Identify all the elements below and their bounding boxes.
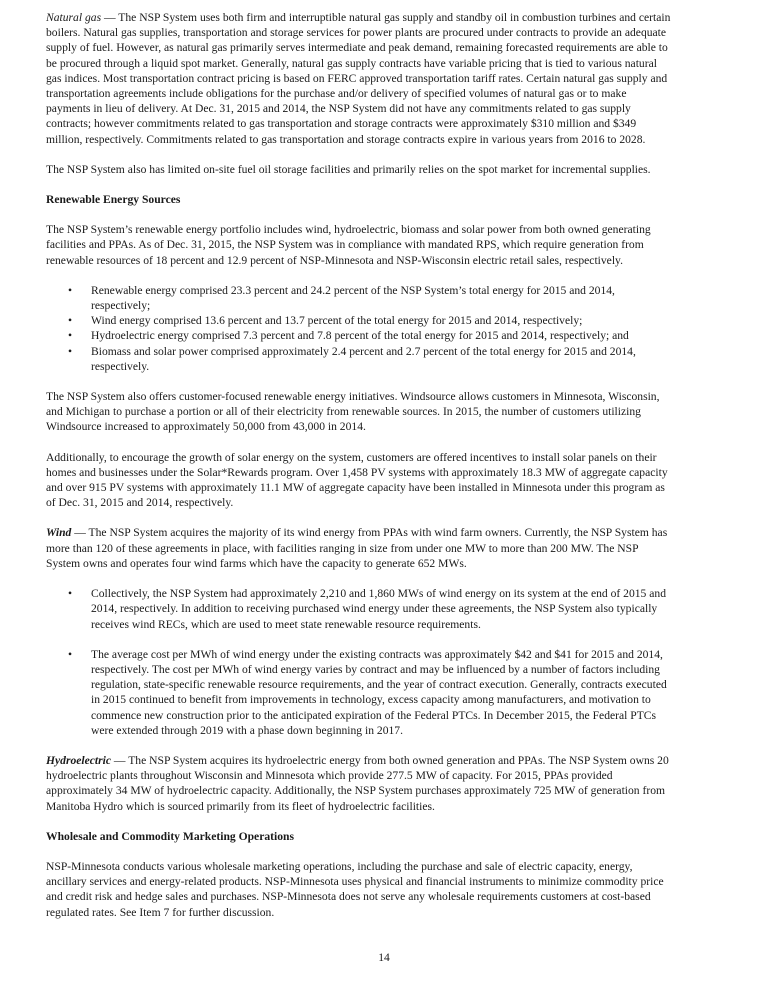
bullet-icon: • [68, 647, 73, 661]
natural-gas-lead: Natural gas [46, 11, 102, 24]
page-number: 14 [378, 951, 390, 964]
list-item: • Wind energy comprised 13.6 percent and 13.7 percent of the total energy for 2015 and 2014, respectively; [68, 314, 583, 328]
wind-bullet-list [46, 586, 736, 738]
paragraph-solar-rewards: Additionally, to encourage the growth of solar energy on the system, customers are offered incentives to install solar panels on their homes and businesses under the Solar*Rewards program. Over 1,458 PV systems with approximately 18.3 MW of aggregate capacity and over 915 PV systems with approximately 11.1 MW of aggregate capacity have been installed in Minnesota under this program as of Dec. 31, 2015 and 2014, respectively. [46, 450, 668, 510]
wind-lead: Wind [46, 526, 72, 540]
list-item: • Collectively, the NSP System had approximately 2,210 and 1,860 MWs of wind energy on its system at the end of 2015 and 2014, respectively. In addition to receiving purchased wind energy under these agreements, the NSP System also typically receives wind RECs, which are used to meet state renewable resource requirements. [68, 587, 666, 631]
bullet-icon: • [68, 283, 73, 297]
paragraph-fuel-oil: The NSP System also has limited on-site fuel oil storage facilities and primarily relies on the spot market for incremental supplies. [46, 162, 651, 176]
document-page [46, 10, 736, 935]
list-item: • Hydroelectric energy comprised 7.3 percent and 7.8 percent of the total energy for 2015 and 2014, respectively; and [68, 329, 629, 343]
heading-renewable-energy-sources: Renewable Energy Sources [46, 193, 181, 207]
list-item: • The average cost per MWh of wind energy under the existing contracts was approximately $42 and $41 for 2015 and 2014, respectively. The cost per MWh of wind energy varies by contract and may be influenced by a number of factors including regulation, state-specific renewable resource requirements, and the year of contract execution. Generally, contracts executed in 2015 continued to benefit from improvements in technology, excess capacity among manufacturers, and motivation to commence new construction prior to the anticipated expiration of the Federal PTCs. In December 2015, the Federal PTCs were extended through 2019 with a phase down beginning in 2017. [68, 647, 667, 737]
bullet-icon: • [68, 314, 73, 328]
bullet-icon: • [68, 329, 73, 343]
paragraph-renewable-intro: The NSP System’s renewable energy portfolio includes wind, hydroelectric, biomass and solar power from both owned generating facilities and PPAs. As of Dec. 31, 2015, the NSP System was in compliance with mandated RPS, which require generation from renewable resources of 18 percent and 12.9 percent of NSP-Minnesota and NSP-Wisconsin electric retail sales, respectively. [46, 223, 651, 267]
list-item: • Renewable energy comprised 23.3 percent and 24.2 percent of the NSP System’s total energy for 2015 and 2014, respectively; [68, 283, 615, 313]
bullet-icon: • [68, 587, 73, 601]
paragraph-windsource: The NSP System also offers customer-focused renewable energy initiatives. Windsource allows customers in Minnesota, Wisconsin, and Michigan to purchase a portion or all of their electricity from renewable sources. In 2015, the number of customers utilizing Windsource increased to approximately 50,000 from 43,000 in 2014. [46, 390, 660, 434]
paragraph-wind: Wind — The NSP System acquires the majority of its wind energy from PPAs with wind farm owners. Currently, the NSP System has more than 120 of these agreements in place, with facilities ranging in size from under one MW to more than 200 MW. The NSP System owns and operates four wind farms which have the capacity to generate 652 MWs. [46, 526, 668, 570]
renewable-bullet-list [46, 283, 736, 374]
hydroelectric-lead: Hydroelectric [46, 753, 112, 767]
paragraph-hydroelectric: Hydroelectric — The NSP System acquires its hydroelectric energy from both owned generation and PPAs. The NSP System owns 20 hydroelectric plants throughout Wisconsin and Minnesota which provide 277.5 MW of capacity. For 2015, PPAs provided approximately 34 MW of hydroelectric capacity. Additionally, the NSP System purchases approximately 725 MW of generation from Manitoba Hydro which is sourced primarily from its fleet of hydroelectric facilities. [46, 753, 669, 813]
heading-wholesale-commodity-marketing: Wholesale and Commodity Marketing Operations [46, 829, 294, 843]
paragraph-natural-gas: Natural gas — The NSP System uses both firm and interruptible natural gas supply and standby oil in combustion turbines and certain boilers. Natural gas supplies, transportation and storage services for power plants are procured under contracts to provide an adequate supply of fuel. However, as natural gas primarily serves intermediate and peak demand, remaining forecasted requirements are able to be procured through a liquid spot market. Generally, natural gas supply contracts have variable pricing that is tied to various natural gas indices. Most transportation contract pricing is based on FERC approved transportation tariff rates. Certain natural gas supply and transportation agreements include obligations for the purchase and/or delivery of specified volumes of natural gas or to make payments in lieu of delivery. At Dec. 31, 2015 and 2014, the NSP System did not have any commitments related to gas supply contracts; however commitments related to gas transportation and storage contracts were approximately $310 million and $349 million, respectively. Commitments related to gas transportation and storage contracts expire in various years from 2016 to 2028. [46, 11, 671, 146]
bullet-icon: • [68, 344, 73, 358]
paragraph-wholesale: NSP-Minnesota conducts various wholesale marketing operations, including the purchase and sale of electric capacity, energy, ancillary services and energy-related products. NSP-Minnesota uses physical and financial instruments to minimize commodity price and credit risk and hedge sales and purchases. NSP-Minnesota does not serve any wholesale requirements customers at cost-based regulated rates. See Item 7 for further discussion. [46, 859, 664, 919]
list-item: • Biomass and solar power comprised approximately 2.4 percent and 2.7 percent of the total energy for 2015 and 2014, respectively. [68, 344, 636, 373]
